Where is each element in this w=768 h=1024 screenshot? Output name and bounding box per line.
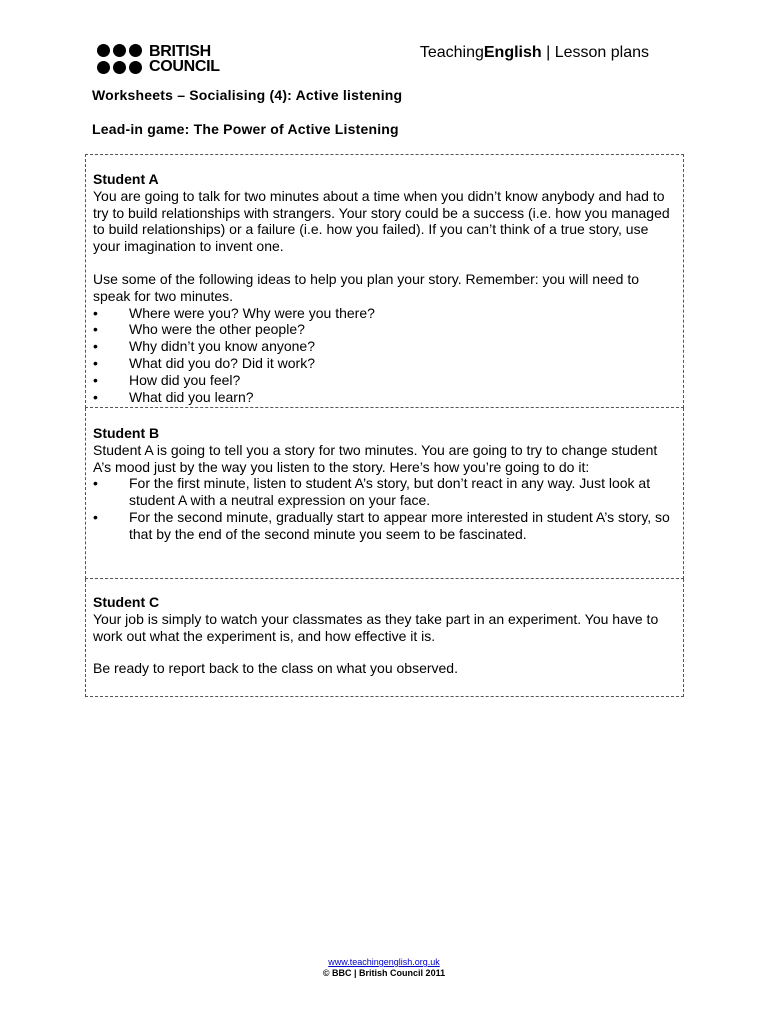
student-c-card bbox=[85, 579, 684, 697]
page-subtitle: Lead-in game: The Power of Active Listening bbox=[92, 121, 399, 137]
website-link[interactable]: www.teachingenglish.org.uk bbox=[328, 957, 440, 967]
list-item: • Where were you? Why were you there? bbox=[93, 305, 676, 322]
brand-suffix: | Lesson plans bbox=[541, 44, 649, 61]
student-b-card bbox=[85, 408, 684, 579]
student-a-intro: You are going to talk for two minutes about a time when you didn’t know anybody and had to try to build relationships with strangers. Your story could be a success (i.e. how you managed to build relationships) or a failure (i.e. how you failed). If you can’t think of a true story, use your imagination to invent one. bbox=[93, 187, 670, 255]
student-a-ideas-list bbox=[93, 305, 676, 406]
student-b-title: Student B bbox=[93, 425, 160, 441]
student-c-title: Student C bbox=[93, 594, 160, 610]
list-item: • How did you feel? bbox=[93, 372, 676, 389]
brand-bold: English bbox=[483, 44, 542, 61]
student-b-steps-list bbox=[93, 475, 676, 542]
student-a-plan-text: Use some of the following ideas to help you plan your story. Remember: you will need to speak for two minutes. bbox=[93, 270, 640, 304]
logo-dots-icon bbox=[97, 44, 143, 75]
copyright-text: © BBC | British Council 2011 bbox=[322, 968, 446, 978]
student-b-intro: Student A is going to tell you a story for two minutes. You are going to try to change student A’s mood just by the way you listen to the story. Here’s how you’re going to do it: bbox=[93, 441, 658, 475]
list-item: • What did you learn? bbox=[93, 389, 676, 406]
brand-prefix: Teaching bbox=[419, 44, 484, 61]
logo-line1: BRITISH bbox=[149, 43, 211, 60]
british-council-logo bbox=[97, 43, 220, 75]
list-item: • For the second minute, gradually start to appear more interested in student A’s story, so that by the end of the second minute you seem to be fascinated. bbox=[93, 509, 676, 543]
student-c-intro: Your job is simply to watch your classmates as they take part in an experiment. You have to work out what the experiment is, and how effective it is. bbox=[93, 610, 659, 644]
student-a-instructions bbox=[93, 271, 676, 405]
teaching-english-header bbox=[420, 44, 649, 62]
role-cards bbox=[85, 154, 684, 697]
student-a-title: Student A bbox=[93, 171, 159, 187]
list-item: • For the first minute, listen to student A’s story, but don’t react in any way. Just look at student A with a neutral expression on your face. bbox=[93, 475, 676, 509]
list-item: • What did you do? Did it work? bbox=[93, 355, 676, 372]
list-item: • Who were the other people? bbox=[93, 321, 676, 338]
page-footer bbox=[0, 957, 768, 979]
page-title: Worksheets – Socialising (4): Active listening bbox=[92, 87, 403, 103]
student-c-report: Be ready to report back to the class on what you observed. bbox=[93, 660, 458, 677]
student-a-card bbox=[85, 154, 684, 408]
logo-line2: COUNCIL bbox=[149, 58, 220, 75]
list-item: • Why didn’t you know anyone? bbox=[93, 338, 676, 355]
logo-wordmark bbox=[149, 44, 220, 74]
